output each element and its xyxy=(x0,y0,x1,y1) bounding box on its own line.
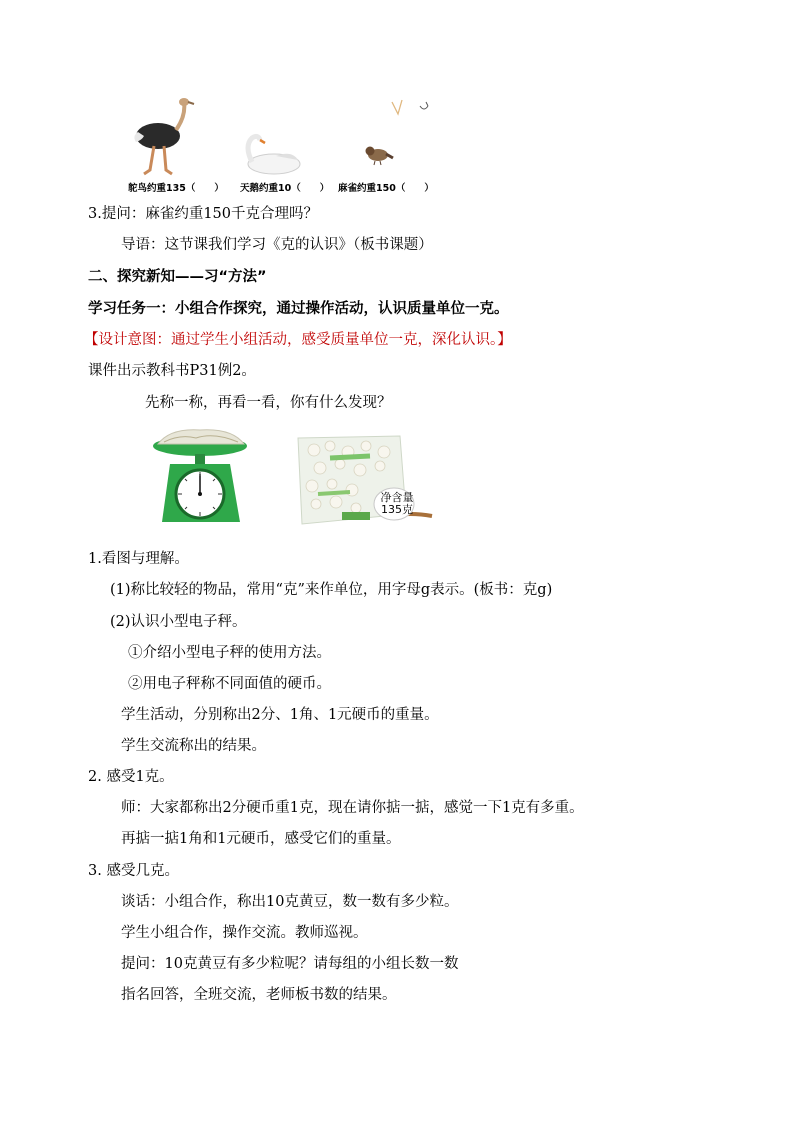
net-weight-title: 净含量 xyxy=(380,491,414,504)
teacher-line: 师：大家都称出2分硬币重1克，现在请你掂一掂，感觉一下1克有多重。 xyxy=(121,800,584,816)
step-3-heading: 3. 感受几克。 xyxy=(88,863,179,879)
student-exchange: 学生交流称出的结果。 xyxy=(121,738,266,754)
question-beans: 提问：10克黄豆有多少粒呢？请每组的小组长数一数 xyxy=(121,956,459,972)
feather-icon xyxy=(388,98,434,118)
step-1-sub-1: ①介绍小型电子秤的使用方法。 xyxy=(128,645,331,661)
question-sparrow: 3.提问：麻雀约重150千克合理吗？ xyxy=(88,206,319,222)
step-1-sub-2: ②用电子秤称不同面值的硬币。 xyxy=(128,676,331,692)
scale-image xyxy=(150,424,252,526)
feel-coins-line: 再掂一掂1角和1元硬币，感受它们的重量。 xyxy=(121,831,401,847)
swan-image xyxy=(238,132,306,176)
step-2-heading: 2. 感受1克。 xyxy=(88,769,174,785)
net-weight-value: 135克 xyxy=(381,503,413,516)
sparrow-caption: 麻雀约重150（ ） xyxy=(338,183,434,194)
group-work-line: 学生小组合作，操作交流。教师巡视。 xyxy=(121,925,368,941)
student-activity: 学生活动，分别称出2分、1角、1元硬币的重量。 xyxy=(121,707,439,723)
courseware-line: 课件出示教科书P31例2。 xyxy=(88,363,256,379)
swan-caption: 天鹅约重10（ ） xyxy=(240,183,330,194)
task-one-heading: 学习任务一：小组合作探究，通过操作活动，认识质量单位一克。 xyxy=(88,301,509,317)
step-1-item-2: (2)认识小型电子秤。 xyxy=(110,614,247,630)
design-intent: 【设计意图：通过学生小组活动，感受质量单位一克，深化认识。】 xyxy=(84,332,512,348)
section-heading: 二、探究新知——习“方法” xyxy=(88,269,267,285)
weigh-prompt: 先称一称，再看一看，你有什么发现？ xyxy=(145,395,392,411)
intro-line: 导语：这节课我们学习《克的认识》（板书课题） xyxy=(121,237,433,253)
talk-line: 谈话：小组合作，称出10克黄豆，数一数有多少粒。 xyxy=(121,894,459,910)
sparrow-image xyxy=(362,142,394,166)
ostrich-image xyxy=(128,96,198,178)
net-weight-label xyxy=(372,492,422,516)
answer-line: 指名回答，全班交流，老师板书数的结果。 xyxy=(121,987,397,1003)
step-1-item-1: (1)称比较轻的物品，常用“克”来作单位，用字母g表示。(板书：克g) xyxy=(110,582,553,598)
ostrich-caption: 鸵鸟约重135（ ） xyxy=(128,183,224,194)
step-1-heading: 1.看图与理解。 xyxy=(88,551,189,567)
